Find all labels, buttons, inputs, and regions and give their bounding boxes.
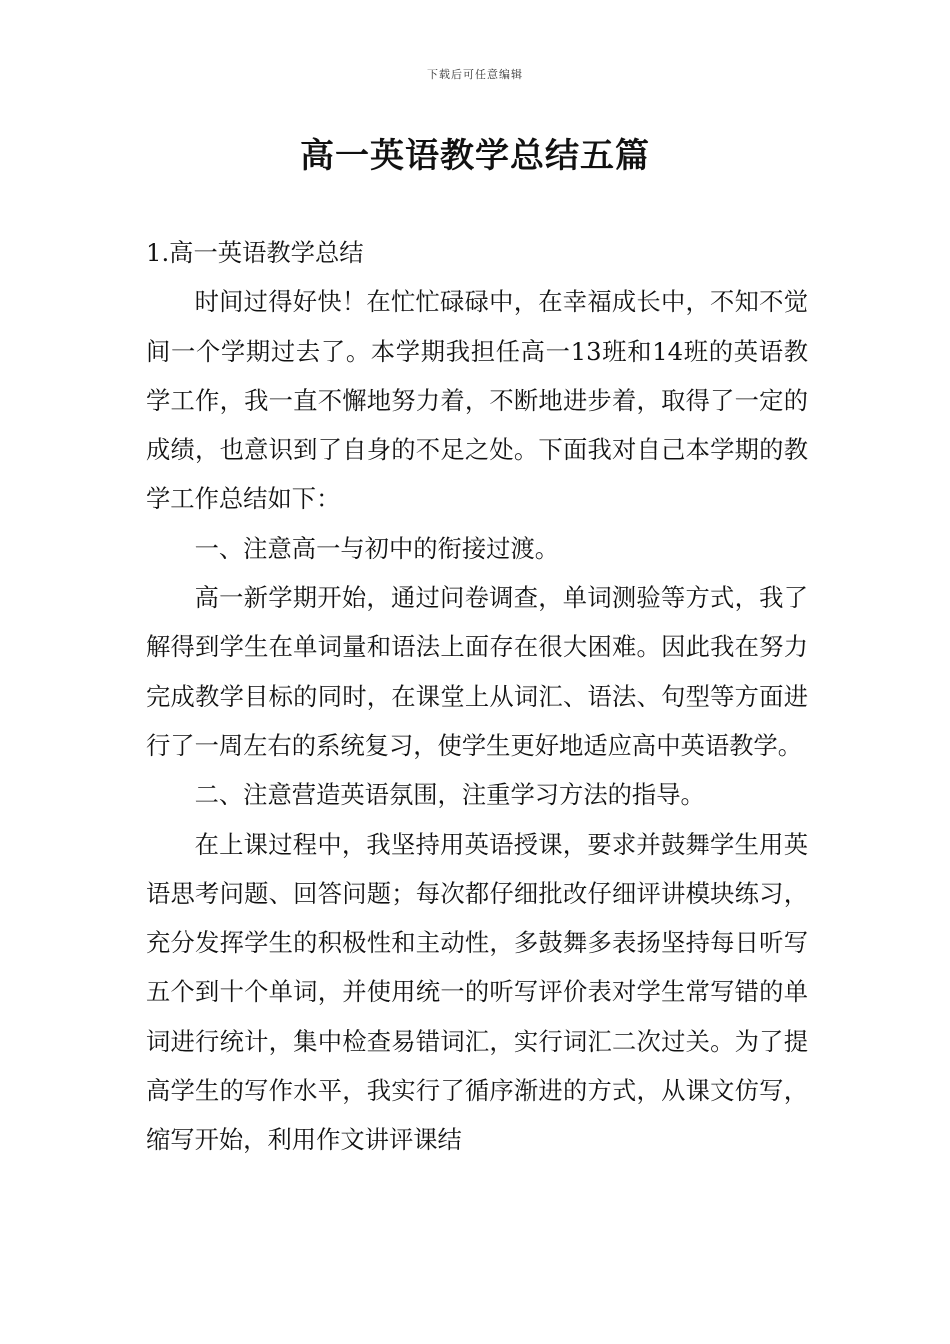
- document-body: [146, 228, 808, 1165]
- paragraph-point-one-heading: 一、注意高一与初中的衔接过渡。: [194, 533, 560, 563]
- section-heading: 1.高一英语教学总结: [146, 238, 364, 267]
- paragraph-intro: 时间过得好快！在忙忙碌碌中，在幸福成长中，不知不觉间一个学期过去了。本学期我担任高一13班和14班的英语教学工作，我一直不懈地努力着，不断地进步着，取得了一定的成绩，也意识到了自身的不足之处。下面我对自己本学期的教学工作总结如下：: [146, 287, 808, 514]
- paragraph-point-one-body: 高一新学期开始，通过问卷调查，单词测验等方式，我了解得到学生在单词量和语法上面存在很大困难。因此我在努力完成教学目标的同时，在课堂上从词汇、语法、句型等方面进行了一周左右的系统复习，使学生更好地适应高中英语教学。: [146, 583, 808, 760]
- document-title: 高一英语教学总结五篇: [300, 136, 650, 176]
- paragraph-point-two-heading: 二、注意营造英语氛围，注重学习方法的指导。: [194, 780, 705, 810]
- header-note: 下载后可任意编辑: [427, 68, 523, 81]
- paragraph-point-two-body: 在上课过程中，我坚持用英语授课，要求并鼓舞学生用英语思考问题、回答问题；每次都仔细批改仔细评讲模块练习，充分发挥学生的积极性和主动性，多鼓舞多表扬坚持每日听写五个到十个单词，并使用统一的听写评价表对学生常写错的单词进行统计，集中检查易错词汇，实行词汇二次过关。为了提高学生的写作水平，我实行了循序渐进的方式，从课文仿写，缩写开始，利用作文讲评课结: [146, 829, 808, 1155]
